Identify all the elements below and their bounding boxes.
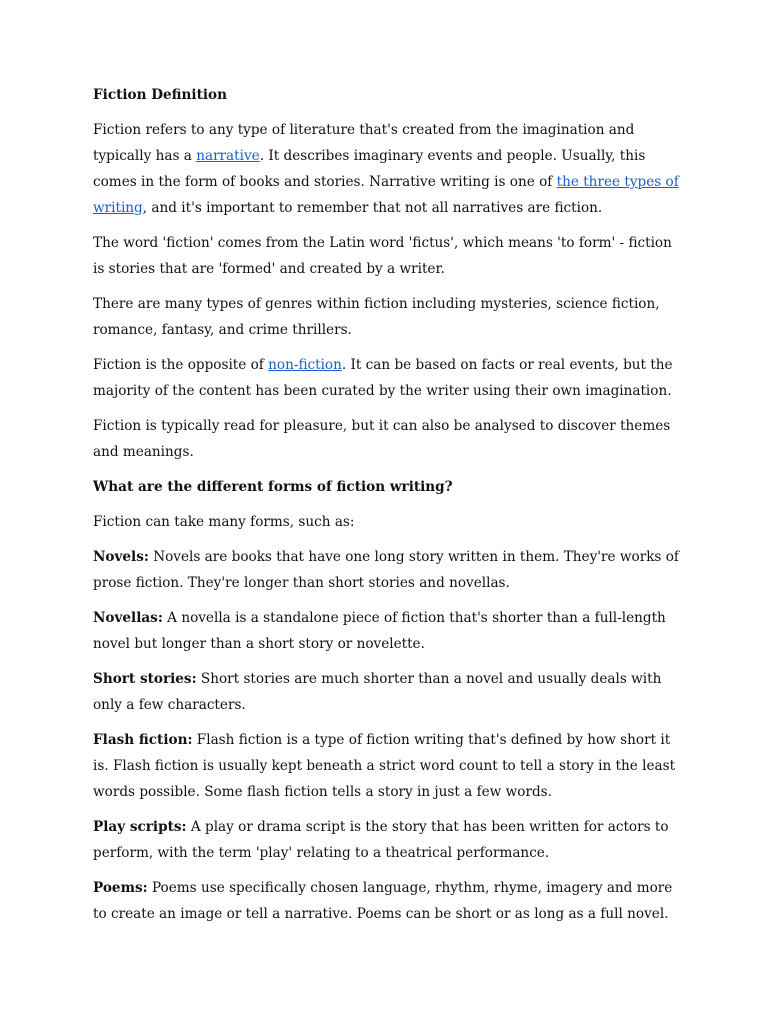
forms-heading: What are the different forms of fiction writing? [93, 478, 453, 495]
opposite-paragraph [93, 353, 683, 405]
form-poems [93, 876, 683, 928]
latin-origin-paragraph: The word 'fiction' comes from the Latin word 'fictus', which means 'to form' - fiction is stories that are 'formed' and created by a writer. [93, 234, 672, 277]
three-types-of-writing-link[interactable]: the three types of writing [93, 173, 679, 216]
form-term: Novellas: [93, 610, 163, 627]
intro-text-1: Fiction refers to any type of literature that's created from the imagination and typically has a [93, 122, 635, 164]
document-page [93, 83, 683, 937]
form-novels [93, 545, 683, 597]
non-fiction-link[interactable]: non-fiction [268, 356, 342, 373]
form-short-stories [93, 667, 683, 719]
form-term: Short stories: [93, 671, 197, 688]
forms-intro: Fiction can take many forms, such as: [93, 513, 355, 530]
opposite-text-2: . It can be based on facts or real events, but the majority of the content has been curated by the writer using their own imagination. [93, 356, 673, 399]
form-term: Play scripts: [93, 818, 187, 835]
form-play-scripts [93, 815, 683, 867]
form-term: Flash fiction: [93, 732, 193, 749]
form-term: Poems: [93, 879, 148, 896]
pleasure-paragraph: Fiction is typically read for pleasure, but it can also be analysed to discover themes and meanings. [93, 417, 671, 460]
form-description: Novels are books that have one long story written in them. They're works of prose fiction. They're longer than short stories and novellas. [93, 549, 679, 591]
form-term: Novels: [93, 549, 149, 566]
intro-text-2: . It describes imaginary events and people. Usually, this comes in the form of books and stories. Narrative writing is one of [93, 147, 646, 190]
form-description: A play or drama script is the story that has been written for actors to perform, with the term 'play' relating to a theatrical performance. [93, 818, 669, 861]
page-title: Fiction Definition [93, 87, 227, 103]
form-flash-fiction [93, 728, 683, 805]
form-description: A novella is a standalone piece of fiction that's shorter than a full-length novel but longer than a short story or novelette. [93, 610, 666, 652]
intro-paragraph [93, 118, 683, 221]
narrative-link[interactable]: narrative [196, 147, 260, 164]
form-novellas [93, 606, 683, 658]
genres-paragraph: There are many types of genres within fiction including mysteries, science fiction, romance, fantasy, and crime thrillers. [93, 295, 660, 338]
intro-text-3: , and it's important to remember that not all narratives are fiction. [142, 199, 603, 216]
opposite-text-1: Fiction is the opposite of [93, 356, 269, 373]
form-description: Flash fiction is a type of fiction writing that's defined by how short it is. Flash fiction is usually kept beneath a strict word count to tell a story in the least words possible. Some flash fiction tells a story in just a few words. [93, 732, 676, 800]
form-description: Short stories are much shorter than a novel and usually deals with only a few characters. [93, 671, 662, 713]
form-description: Poems use specifically chosen language, rhythm, rhyme, imagery and more to create an image or tell a narrative. Poems can be short or as long as a full novel. [93, 879, 673, 922]
